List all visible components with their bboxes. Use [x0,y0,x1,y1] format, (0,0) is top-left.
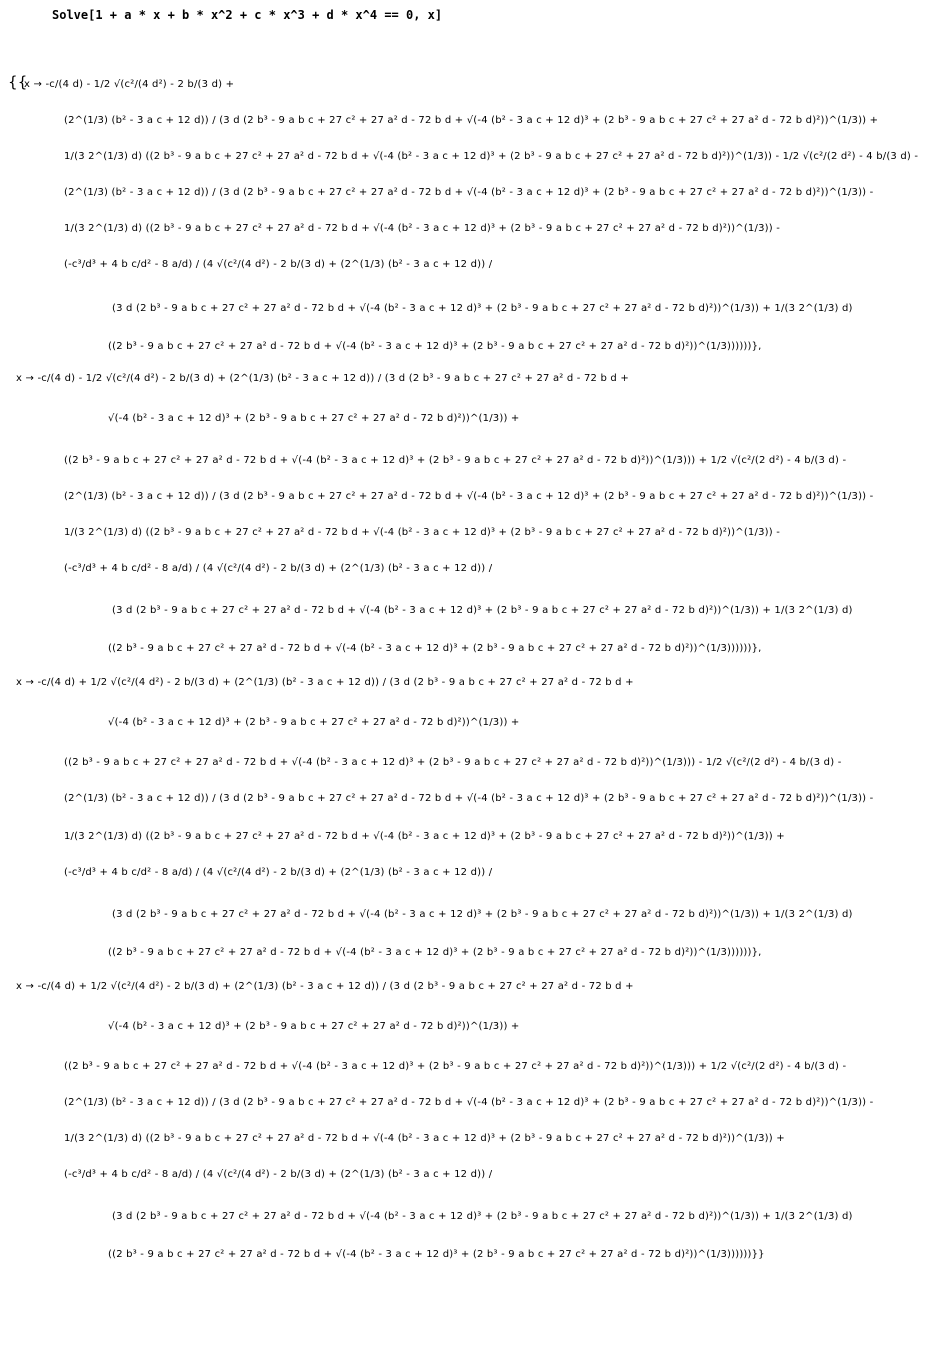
root-4-head: x → -c/(4 d) + 1/2 √(c²/(4 d²) - 2 b/(3 d) + (2^(1/3) (b² - 3 a c + 12 d)) / (3 d (2 b³ - 9 a b c + 27 c² + 27 a² d - 72 b d + [16,981,634,992]
root-2-line-3: ((2 b³ - 9 a b c + 27 c² + 27 a² d - 72 b d + √(-4 (b² - 3 a c + 12 d)³ + (2 b³ - 9 a b c + 27 c² + 27 a² d - 72 b d)²))^(1/3))) + 1/2 √(c²/(2 d²) - 4 b/(3 d) - [64,455,847,466]
root-1-line-7: (3 d (2 b³ - 9 a b c + 27 c² + 27 a² d - 72 b d + √(-4 (b² - 3 a c + 12 d)³ + (2 b³ - 9 a b c + 27 c² + 27 a² d - 72 b d)²))^(1/3)) + 1/(3 2^(1/3) d) [112,303,853,314]
root-4-line-3: ((2 b³ - 9 a b c + 27 c² + 27 a² d - 72 b d + √(-4 (b² - 3 a c + 12 d)³ + (2 b³ - 9 a b c + 27 c² + 27 a² d - 72 b d)²))^(1/3))) + 1/2 √(c²/(2 d²) - 4 b/(3 d) - [64,1061,847,1072]
root-3-line-8: ((2 b³ - 9 a b c + 27 c² + 27 a² d - 72 b d + √(-4 (b² - 3 a c + 12 d)³ + (2 b³ - 9 a b c + 27 c² + 27 a² d - 72 b d)²))^(1/3))))))}, [108,947,762,958]
root-2-line-6: (-c³/d³ + 4 b c/d² - 8 a/d) / (4 √(c²/(4 d²) - 2 b/(3 d) + (2^(1/3) (b² - 3 a c + 12 d)) / [64,563,493,574]
root-2-line-2: √(-4 (b² - 3 a c + 12 d)³ + (2 b³ - 9 a b c + 27 c² + 27 a² d - 72 b d)²))^(1/3)) + [108,413,520,424]
root-1-line-5: 1/(3 2^(1/3) d) ((2 b³ - 9 a b c + 27 c² + 27 a² d - 72 b d + √(-4 (b² - 3 a c + 12 d)³ + (2 b³ - 9 a b c + 27 c² + 27 a² d - 72 b d)²))^(1/3)) - [64,223,781,234]
root-3-line-3: ((2 b³ - 9 a b c + 27 c² + 27 a² d - 72 b d + √(-4 (b² - 3 a c + 12 d)³ + (2 b³ - 9 a b c + 27 c² + 27 a² d - 72 b d)²))^(1/3))) - 1/2 √(c²/(2 d²) - 4 b/(3 d) - [64,757,842,768]
root-3-line-2: √(-4 (b² - 3 a c + 12 d)³ + (2 b³ - 9 a b c + 27 c² + 27 a² d - 72 b d)²))^(1/3)) + [108,717,520,728]
input-cell[interactable] [52,8,442,22]
root-1-line-2: (2^(1/3) (b² - 3 a c + 12 d)) / (3 d (2 b³ - 9 a b c + 27 c² + 27 a² d - 72 b d + √(-4 (b² - 3 a c + 12 d)³ + (2 b³ - 9 a b c + 27 c² + 27 a² d - 72 b d)²))^(1/3)) + [64,115,879,126]
solve-expression[interactable]: Solve[1 + a * x + b * x^2 + c * x^3 + d * x^4 == 0, x] [52,8,443,22]
root-4-line-8: ((2 b³ - 9 a b c + 27 c² + 27 a² d - 72 b d + √(-4 (b² - 3 a c + 12 d)³ + (2 b³ - 9 a b c + 27 c² + 27 a² d - 72 b d)²))^(1/3))))))}} [108,1249,765,1260]
root-4-line-7: (3 d (2 b³ - 9 a b c + 27 c² + 27 a² d - 72 b d + √(-4 (b² - 3 a c + 12 d)³ + (2 b³ - 9 a b c + 27 c² + 27 a² d - 72 b d)²))^(1/3)) + 1/(3 2^(1/3) d) [112,1211,853,1222]
root-3-line-6: (-c³/d³ + 4 b c/d² - 8 a/d) / (4 √(c²/(4 d²) - 2 b/(3 d) + (2^(1/3) (b² - 3 a c + 12 d)) / [64,867,493,878]
root-4-line-5: 1/(3 2^(1/3) d) ((2 b³ - 9 a b c + 27 c² + 27 a² d - 72 b d + √(-4 (b² - 3 a c + 12 d)³ + (2 b³ - 9 a b c + 27 c² + 27 a² d - 72 b d)²))^(1/3)) + [64,1133,785,1144]
root-2-line-7: (3 d (2 b³ - 9 a b c + 27 c² + 27 a² d - 72 b d + √(-4 (b² - 3 a c + 12 d)³ + (2 b³ - 9 a b c + 27 c² + 27 a² d - 72 b d)²))^(1/3)) + 1/(3 2^(1/3) d) [112,605,853,616]
root-3-head: x → -c/(4 d) + 1/2 √(c²/(4 d²) - 2 b/(3 d) + (2^(1/3) (b² - 3 a c + 12 d)) / (3 d (2 b³ - 9 a b c + 27 c² + 27 a² d - 72 b d + [16,677,634,688]
root-4-line-2: √(-4 (b² - 3 a c + 12 d)³ + (2 b³ - 9 a b c + 27 c² + 27 a² d - 72 b d)²))^(1/3)) + [108,1021,520,1032]
root-2-line-5: 1/(3 2^(1/3) d) ((2 b³ - 9 a b c + 27 c² + 27 a² d - 72 b d + √(-4 (b² - 3 a c + 12 d)³ + (2 b³ - 9 a b c + 27 c² + 27 a² d - 72 b d)²))^(1/3)) - [64,527,781,538]
output-open-brace: {{ [8,73,28,91]
root-1-line-4: (2^(1/3) (b² - 3 a c + 12 d)) / (3 d (2 b³ - 9 a b c + 27 c² + 27 a² d - 72 b d + √(-4 (b² - 3 a c + 12 d)³ + (2 b³ - 9 a b c + 27 c² + 27 a² d - 72 b d)²))^(1/3)) - [64,187,874,198]
root-2-line-4: (2^(1/3) (b² - 3 a c + 12 d)) / (3 d (2 b³ - 9 a b c + 27 c² + 27 a² d - 72 b d + √(-4 (b² - 3 a c + 12 d)³ + (2 b³ - 9 a b c + 27 c² + 27 a² d - 72 b d)²))^(1/3)) - [64,491,874,502]
root-3-line-4: (2^(1/3) (b² - 3 a c + 12 d)) / (3 d (2 b³ - 9 a b c + 27 c² + 27 a² d - 72 b d + √(-4 (b² - 3 a c + 12 d)³ + (2 b³ - 9 a b c + 27 c² + 27 a² d - 72 b d)²))^(1/3)) - [64,793,874,804]
root-2-head: x → -c/(4 d) - 1/2 √(c²/(4 d²) - 2 b/(3 d) + (2^(1/3) (b² - 3 a c + 12 d)) / (3 d (2 b³ - 9 a b c + 27 c² + 27 a² d - 72 b d + [16,373,629,384]
root-1-line-6: (-c³/d³ + 4 b c/d² - 8 a/d) / (4 √(c²/(4 d²) - 2 b/(3 d) + (2^(1/3) (b² - 3 a c + 12 d)) / [64,259,493,270]
root-3-line-5: 1/(3 2^(1/3) d) ((2 b³ - 9 a b c + 27 c² + 27 a² d - 72 b d + √(-4 (b² - 3 a c + 12 d)³ + (2 b³ - 9 a b c + 27 c² + 27 a² d - 72 b d)²))^(1/3)) + [64,831,785,842]
root-4-line-4: (2^(1/3) (b² - 3 a c + 12 d)) / (3 d (2 b³ - 9 a b c + 27 c² + 27 a² d - 72 b d + √(-4 (b² - 3 a c + 12 d)³ + (2 b³ - 9 a b c + 27 c² + 27 a² d - 72 b d)²))^(1/3)) - [64,1097,874,1108]
root-2-line-8: ((2 b³ - 9 a b c + 27 c² + 27 a² d - 72 b d + √(-4 (b² - 3 a c + 12 d)³ + (2 b³ - 9 a b c + 27 c² + 27 a² d - 72 b d)²))^(1/3))))))}, [108,643,762,654]
root-4-line-6: (-c³/d³ + 4 b c/d² - 8 a/d) / (4 √(c²/(4 d²) - 2 b/(3 d) + (2^(1/3) (b² - 3 a c + 12 d)) / [64,1169,493,1180]
root-1-line-8: ((2 b³ - 9 a b c + 27 c² + 27 a² d - 72 b d + √(-4 (b² - 3 a c + 12 d)³ + (2 b³ - 9 a b c + 27 c² + 27 a² d - 72 b d)²))^(1/3))))))}, [108,341,762,352]
root-3-line-7: (3 d (2 b³ - 9 a b c + 27 c² + 27 a² d - 72 b d + √(-4 (b² - 3 a c + 12 d)³ + (2 b³ - 9 a b c + 27 c² + 27 a² d - 72 b d)²))^(1/3)) + 1/(3 2^(1/3) d) [112,909,853,920]
root-1-head: x → -c/(4 d) - 1/2 √(c²/(4 d²) - 2 b/(3 d) + [24,79,235,90]
root-1-line-3: 1/(3 2^(1/3) d) ((2 b³ - 9 a b c + 27 c² + 27 a² d - 72 b d + √(-4 (b² - 3 a c + 12 d)³ + (2 b³ - 9 a b c + 27 c² + 27 a² d - 72 b d)²))^(1/3)) - 1/2 √(c²/(2 d²) - 4 b/(3 d) - [64,151,919,162]
